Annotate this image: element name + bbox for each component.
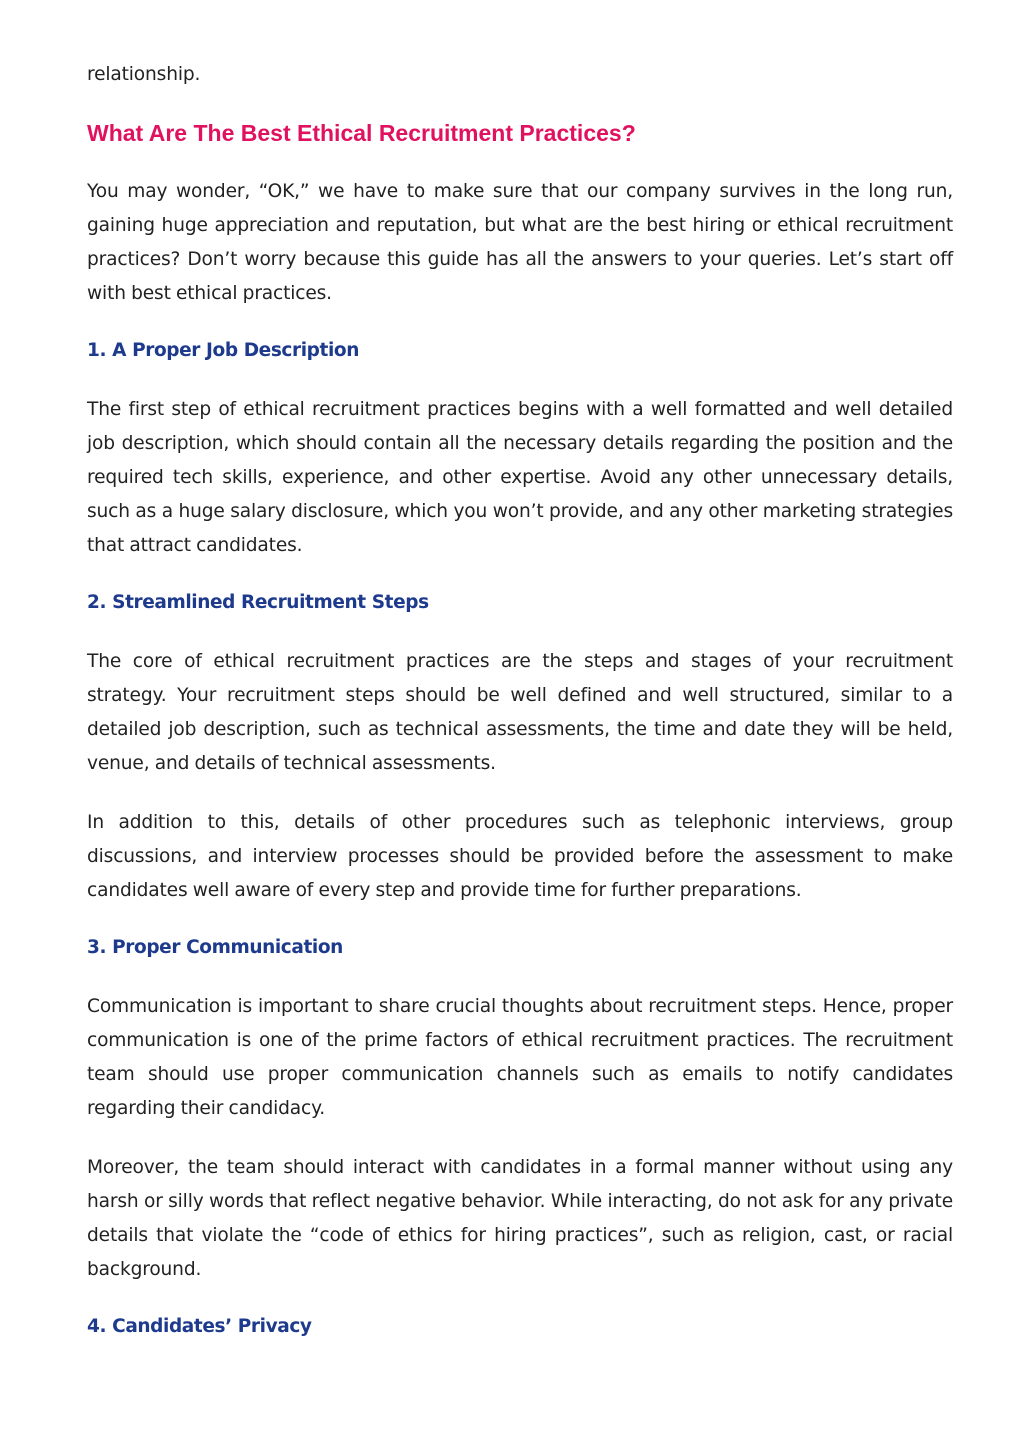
section-heading-communication: 3. Proper Communication <box>87 937 343 958</box>
section-paragraph-recruitment-steps-2: In addition to this, details of other procedures such as telephonic interviews, group discussions, and interview processes should be provided before the assessment to make candidates well aware of every step and provide time for further preparations. <box>87 812 953 901</box>
section-heading-recruitment-steps: 2. Streamlined Recruitment Steps <box>87 592 429 613</box>
main-heading: What Are The Best Ethical Recruitment Practices? <box>87 120 636 146</box>
section-paragraph-communication-1: Communication is important to share crucial thoughts about recruitment steps. Hence, proper communication is one of the prime factors of ethical recruitment practices. The recruitment team should use proper communication channels such as emails to notify candidates regarding their candidacy. <box>87 996 953 1119</box>
section-paragraph-job-description: The first step of ethical recruitment practices begins with a well formatted and well detailed job description, which should contain all the necessary details regarding the position and the required tech skills, experience, and other expertise. Avoid any other unnecessary details, such as a huge salary disclosure, which you won’t provide, and any other marketing strategies that attract candidates. <box>87 399 953 556</box>
intro-fragment: relationship. <box>87 64 201 85</box>
intro-paragraph: You may wonder, “OK,” we have to make sure that our company survives in the long run, gaining huge appreciation and reputation, but what are the best hiring or ethical recruitment practices? Don’t worry because this guide has all the answers to your queries. Let’s start off with best ethical practices. <box>87 181 953 304</box>
section-heading-job-description: 1. A Proper Job Description <box>87 340 359 361</box>
section-heading-candidates-privacy: 4. Candidates’ Privacy <box>87 1316 312 1337</box>
section-paragraph-communication-2: Moreover, the team should interact with candidates in a formal manner without using any harsh or silly words that reflect negative behavior. While interacting, do not ask for any private details that violate the “code of ethics for hiring practices”, such as religion, cast, or racial background. <box>87 1157 953 1280</box>
section-paragraph-recruitment-steps-1: The core of ethical recruitment practices are the steps and stages of your recruitment strategy. Your recruitment steps should be well defined and well structured, similar to a detailed job description, such as technical assessments, the time and date they will be held, venue, and details of technical assessments. <box>87 651 953 774</box>
